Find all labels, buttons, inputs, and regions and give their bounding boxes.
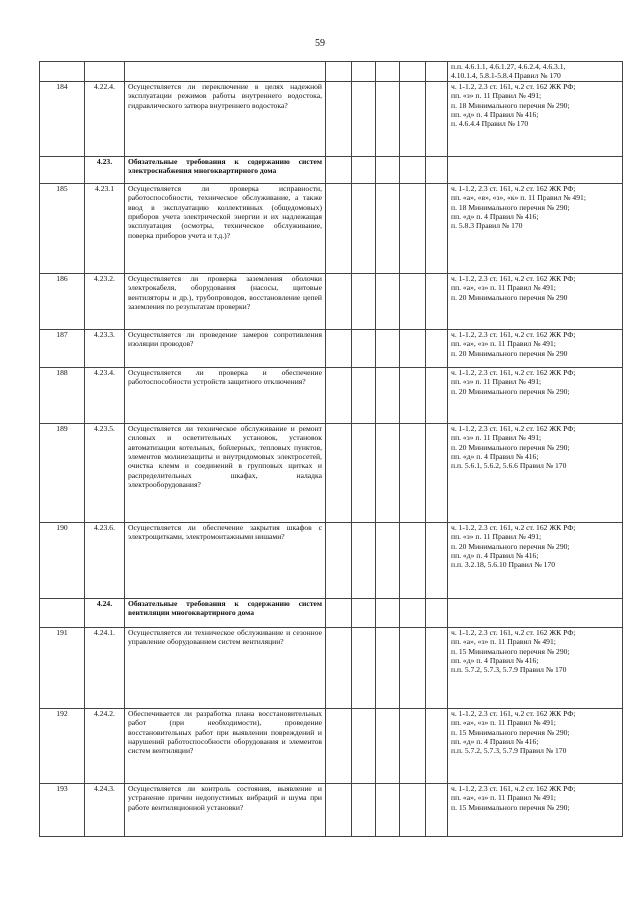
row-number: 188 [40, 367, 85, 423]
reference-line: пп. «д» п. 4 Правил № 416; [451, 452, 539, 462]
table-row [40, 627, 623, 708]
reference-line: ч. 1-1.2, 2.3 ст. 161, ч.2 ст. 162 ЖК РФ; [451, 783, 576, 793]
requirement-code: 4.24.2. [85, 708, 125, 783]
table-row [40, 522, 623, 598]
reference-line: п. 4.6.4.4 Правил № 170 [451, 119, 529, 129]
answer-cell [426, 522, 448, 598]
reference-line: п. 20 Минимального перечня № 290; [451, 442, 570, 452]
answer-cell [326, 423, 352, 522]
answer-cell [376, 329, 400, 367]
answer-cell [400, 522, 426, 598]
row-number: 185 [40, 183, 85, 273]
legal-references [448, 598, 623, 627]
answer-cell [352, 183, 376, 273]
requirement-code: 4.23. [85, 156, 125, 183]
answer-cell [326, 708, 352, 783]
row-number: 190 [40, 522, 85, 598]
answer-cell [426, 273, 448, 329]
requirement-code: 4.23.4. [85, 367, 125, 423]
row-number [40, 156, 85, 183]
answer-cell [426, 156, 448, 183]
answer-cell [400, 273, 426, 329]
answer-cell [400, 423, 426, 522]
answer-cell [400, 708, 426, 783]
answer-cell [326, 367, 352, 423]
requirement-code: 4.22.4. [85, 81, 125, 156]
legal-references [448, 329, 623, 367]
answer-cell [326, 62, 352, 82]
requirement-question: Обязательные требования к содержанию систем электроснабжения многоквартирного дома [125, 156, 326, 183]
reference-line: пп. «з» п. 11 Правил № 491; [451, 532, 542, 542]
requirement-code: 4.23.1 [85, 183, 125, 273]
answer-cell [326, 598, 352, 627]
legal-references [448, 81, 623, 156]
reference-line: пп. «а», «в», «з», «к» п. 11 Правил № 491; [451, 193, 586, 203]
table-row [40, 62, 623, 82]
answer-cell [376, 522, 400, 598]
requirement-question: Обязательные требования к содержанию систем вентиляции многоквартирного дома [125, 598, 326, 627]
answer-cell [326, 81, 352, 156]
requirement-code: 4.23.5. [85, 423, 125, 522]
reference-line: п. 15 Минимального перечня № 290; [451, 646, 570, 656]
requirement-question: Осуществляется ли обеспечение закрытия шкафов с электрощитками, электромонтажными нишами? [125, 522, 326, 598]
answer-cell [376, 423, 400, 522]
reference-line: ч. 1-1.2, 2.3 ст. 161, ч.2 ст. 162 ЖК РФ; [451, 522, 576, 532]
reference-line: п. 15 Минимального перечня № 290; [451, 802, 570, 812]
answer-cell [426, 367, 448, 423]
reference-line: пп. «а», «з» п. 11 Правил № 491; [451, 283, 556, 293]
row-number: 191 [40, 627, 85, 708]
answer-cell [376, 273, 400, 329]
answer-cell [426, 62, 448, 82]
reference-line: пп. «з» п. 11 Правил № 491; [451, 377, 542, 387]
requirement-code: 4.24. [85, 598, 125, 627]
requirement-question: Осуществляется ли проверка заземления оболочки электрокабеля, оборудования (насосы, щитовые вентиляторы и др.), трубопроводов, восстановление цепей заземления по результатам проверки? [125, 273, 326, 329]
reference-line: пп. «з» п. 11 Правил № 491; [451, 433, 542, 443]
table-row [40, 81, 623, 156]
row-number: 187 [40, 329, 85, 367]
legal-references [448, 627, 623, 708]
answer-cell [426, 783, 448, 836]
reference-line: ч. 1-1.2, 2.3 ст. 161, ч.2 ст. 162 ЖК РФ; [451, 367, 576, 377]
reference-line: ч. 1-1.2, 2.3 ст. 161, ч.2 ст. 162 ЖК РФ; [451, 183, 576, 193]
answer-cell [426, 708, 448, 783]
reference-line: пп. «д» п. 4 Правил № 416; [451, 212, 539, 222]
answer-cell [326, 183, 352, 273]
requirement-question: Осуществляется ли проверка и обеспечение работоспособности устройств защитного отключения? [125, 367, 326, 423]
requirement-question: Осуществляется ли переключение в целях надежной эксплуатации режимов работы внутреннего водостока, гидравлического затвора внутреннего водостока? [125, 81, 326, 156]
reference-line: пп. «а», «з» п. 11 Правил № 491; [451, 793, 556, 803]
table-row [40, 329, 623, 367]
legal-references [448, 423, 623, 522]
reference-line: 4.10.1.4, 5.8.1-5.8.4 Правил № 170 [451, 71, 561, 81]
answer-cell [326, 156, 352, 183]
reference-line: п. 20 Минимального перечня № 290 [451, 348, 568, 358]
reference-line: пп. «д» п. 4 Правил № 416; [451, 551, 539, 561]
answer-cell [352, 783, 376, 836]
reference-line: п. 5.8.3 Правил № 170 [451, 221, 523, 231]
answer-cell [400, 783, 426, 836]
reference-line: п.п. 3.2.18, 5.6.10 Правил № 170 [451, 560, 556, 570]
answer-cell [326, 273, 352, 329]
legal-references [448, 708, 623, 783]
answer-cell [352, 522, 376, 598]
reference-line: ч. 1-1.2, 2.3 ст. 161, ч.2 ст. 162 ЖК РФ; [451, 329, 576, 339]
requirement-code [85, 62, 125, 82]
reference-line: пп. «д» п. 4 Правил № 416; [451, 737, 539, 747]
answer-cell [376, 183, 400, 273]
reference-line: пп. «д» п. 4 Правил № 416; [451, 110, 539, 120]
answer-cell [400, 598, 426, 627]
reference-line: п.п. 5.7.2, 5.7.3, 5.7.9 Правил № 170 [451, 746, 567, 756]
row-number [40, 62, 85, 82]
answer-cell [426, 183, 448, 273]
reference-line: п.п. 4.6.1.1, 4.6.1.27, 4.6.2.4, 4.6.3.1, [451, 62, 566, 71]
answer-cell [400, 62, 426, 82]
answer-cell [326, 522, 352, 598]
answer-cell [352, 627, 376, 708]
row-number [40, 598, 85, 627]
table-row [40, 783, 623, 836]
answer-cell [326, 627, 352, 708]
reference-line: ч. 1-1.2, 2.3 ст. 161, ч.2 ст. 162 ЖК РФ; [451, 423, 576, 433]
requirements-table [39, 61, 623, 837]
answer-cell [352, 62, 376, 82]
reference-line: пп. «а», «з» п. 11 Правил № 491; [451, 637, 556, 647]
reference-line: п. 18 Минимального перечня № 290; [451, 100, 570, 110]
requirement-code: 4.23.2. [85, 273, 125, 329]
answer-cell [352, 329, 376, 367]
answer-cell [376, 627, 400, 708]
answer-cell [352, 81, 376, 156]
requirement-question [125, 62, 326, 82]
answer-cell [426, 329, 448, 367]
table-row [40, 183, 623, 273]
reference-line: ч. 1-1.2, 2.3 ст. 161, ч.2 ст. 162 ЖК РФ; [451, 708, 576, 718]
answer-cell [352, 273, 376, 329]
answer-cell [426, 598, 448, 627]
legal-references [448, 183, 623, 273]
reference-line: пп. «д» п. 4 Правил № 416; [451, 656, 539, 666]
answer-cell [400, 183, 426, 273]
answer-cell [376, 708, 400, 783]
answer-cell [352, 156, 376, 183]
row-number: 192 [40, 708, 85, 783]
reference-line: п.п. 5.6.1, 5.6.2, 5.6.6 Правил № 170 [451, 461, 567, 471]
row-number: 186 [40, 273, 85, 329]
row-number: 189 [40, 423, 85, 522]
requirement-question: Осуществляется ли техническое обслуживание и ремонт силовых и осветительных установок, установок автоматизации котельных, бойлерных, тепловых пунктов, элементов молниезащиты и внутридомовых электросетей, очистка клемм и соединений в групповых щитках и распределительных шкафах, наладка электрооборудования? [125, 423, 326, 522]
answer-cell [400, 329, 426, 367]
answer-cell [376, 367, 400, 423]
requirement-code: 4.23.3. [85, 329, 125, 367]
answer-cell [426, 627, 448, 708]
answer-cell [426, 423, 448, 522]
answer-cell [426, 81, 448, 156]
section-row [40, 598, 623, 627]
table-row [40, 423, 623, 522]
answer-cell [376, 81, 400, 156]
requirement-code: 4.24.3. [85, 783, 125, 836]
answer-cell [376, 156, 400, 183]
legal-references [448, 783, 623, 836]
reference-line: п. 20 Минимального перечня № 290; [451, 541, 570, 551]
answer-cell [376, 598, 400, 627]
reference-line: п. 20 Минимального перечня № 290 [451, 292, 568, 302]
requirement-question: Обеспечивается ли разработка плана восстановительных работ (при необходимости), проведение восстановительных работ при выявлении повреждений и нарушений работоспособности оборудования и элементов систем вентиляции? [125, 708, 326, 783]
answer-cell [352, 598, 376, 627]
requirement-code: 4.23.6. [85, 522, 125, 598]
legal-references [448, 156, 623, 183]
reference-line: п.п. 5.7.2, 5.7.3, 5.7.9 Правил № 170 [451, 665, 567, 675]
answer-cell [400, 367, 426, 423]
answer-cell [352, 708, 376, 783]
row-number: 184 [40, 81, 85, 156]
answer-cell [352, 367, 376, 423]
answer-cell [326, 783, 352, 836]
reference-line: пп. «а», «з» п. 11 Правил № 491; [451, 718, 556, 728]
table-row [40, 708, 623, 783]
table-row [40, 273, 623, 329]
answer-cell [400, 81, 426, 156]
section-row [40, 156, 623, 183]
answer-cell [326, 329, 352, 367]
answer-cell [352, 423, 376, 522]
reference-line: ч. 1-1.2, 2.3 ст. 161, ч.2 ст. 162 ЖК РФ; [451, 627, 576, 637]
reference-line: пп. «з» п. 11 Правил № 491; [451, 91, 542, 101]
reference-line: п. 20 Минимального перечня № 290; [451, 386, 570, 396]
requirement-question: Осуществляется ли техническое обслуживание и сезонное управление оборудованием систем вентиляции? [125, 627, 326, 708]
reference-line: пп. «а», «з» п. 11 Правил № 491; [451, 339, 556, 349]
answer-cell [376, 62, 400, 82]
row-number: 193 [40, 783, 85, 836]
table-row [40, 367, 623, 423]
requirement-question: Осуществляется ли проверка исправности, работоспособности, техническое обслуживание, а также ввод в эксплуатацию коллективных (общедомовых) приборов учета электрической энергии и их надлежащая эксплуатация (осмотры, техническое обслуживание, поверка приборов учета и т.д.)? [125, 183, 326, 273]
answer-cell [400, 156, 426, 183]
answer-cell [400, 627, 426, 708]
reference-line: п. 18 Минимального перечня № 290; [451, 202, 570, 212]
requirement-code: 4.24.1. [85, 627, 125, 708]
reference-line: п. 15 Минимального перечня № 290; [451, 727, 570, 737]
requirement-question: Осуществляется ли контроль состояния, выявление и устранение причин недопустимых вибраций и шума при работе вентиляционной установки? [125, 783, 326, 836]
legal-references [448, 273, 623, 329]
page-number: 59 [315, 38, 325, 49]
reference-line: ч. 1-1.2, 2.3 ст. 161, ч.2 ст. 162 ЖК РФ; [451, 81, 576, 91]
answer-cell [376, 783, 400, 836]
legal-references [448, 522, 623, 598]
legal-references [448, 367, 623, 423]
reference-line: ч. 1-1.2, 2.3 ст. 161, ч.2 ст. 162 ЖК РФ; [451, 273, 576, 283]
legal-references [448, 62, 623, 82]
requirement-question: Осуществляется ли проведение замеров сопротивления изоляции проводов? [125, 329, 326, 367]
